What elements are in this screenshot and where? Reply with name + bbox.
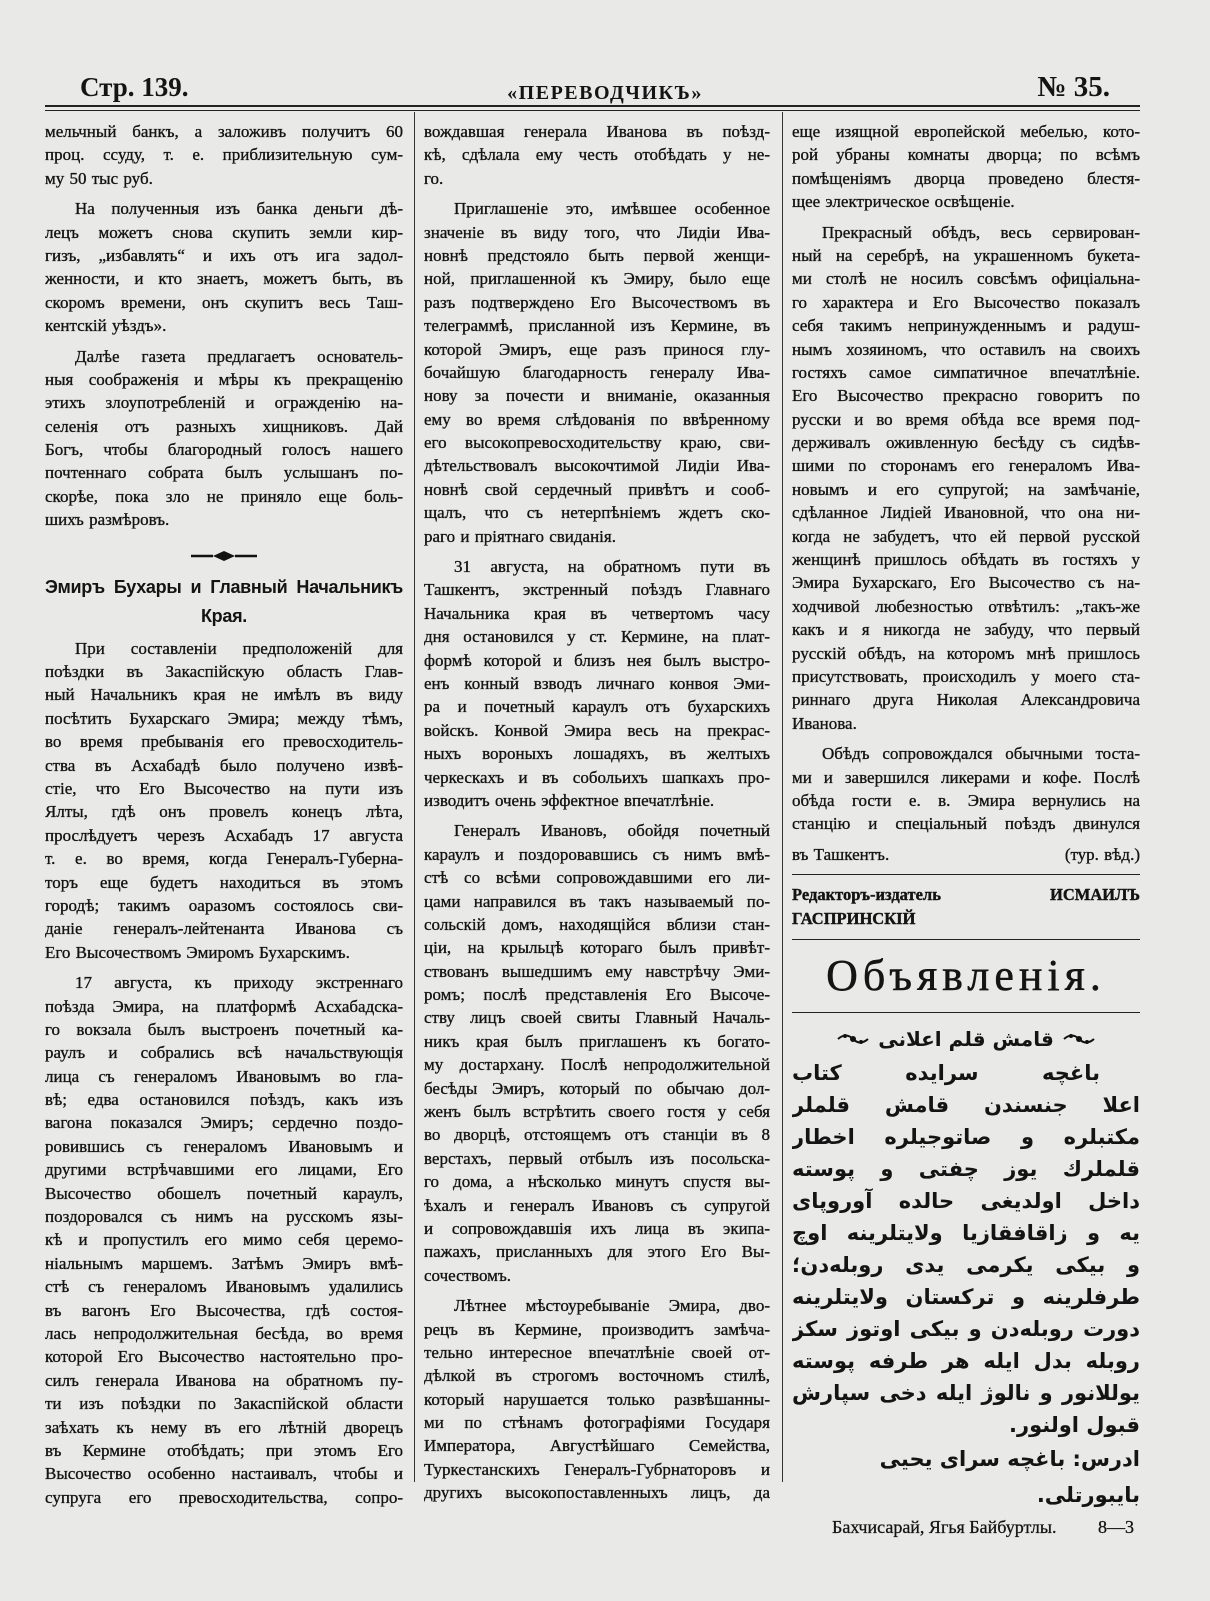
text-line: себя такимъ непринужденнымъ и радуш- [792, 316, 1140, 336]
floral-ornament-icon [1062, 1030, 1096, 1048]
page-number: Стр. 139. [80, 72, 189, 102]
ad-text-line: و بيكى يكرمى يدى روبله‌دن؛ [792, 1253, 1140, 1278]
text-line: во дворцѣ, отстоящемъ отъ станціи въ 8 [424, 1125, 770, 1145]
text-line: женности, и кто знаетъ, можетъ быть, въ [45, 269, 403, 289]
text-line: ромъ; послѣ представленія Его Высоче- [424, 985, 770, 1005]
text-line: кентскій уѣздъ». [45, 316, 167, 336]
text-line: селенія отъ разныхъ хищниковъ. Дай [45, 416, 403, 436]
text-line: караулъ и поздоровавшись съ нимъ вмѣ- [424, 844, 770, 864]
editor-publisher-line: Редакторъ-издатель ИСМАИЛЪ ГАСПРИНСКІЙ [792, 885, 1140, 929]
text-line: верстахъ, первый отбылъ изъ посольска- [424, 1148, 770, 1168]
header-rule-bottom [45, 110, 1140, 111]
text-line: сочествомъ. [424, 1265, 511, 1285]
text-line: мельчный банкъ, а заложивъ получитъ 60 [45, 122, 403, 141]
ad-address: ادرس: باغچه سراى يحيى بايبورتلى. [879, 1447, 1140, 1508]
text-line: помѣщеніямъ дворца проведено блестя- [792, 168, 1140, 188]
ad-title [792, 1021, 1140, 1057]
ad-text-line: باغچه سرايده كتاب [792, 1061, 1100, 1086]
text-line: скорѣе, пока зло не приняло еще боль- [45, 486, 403, 506]
text-line: Его Высочество прекрасно говоритъ по [792, 386, 1140, 406]
section-ornament [45, 539, 403, 573]
text-line: посѣтить Бухарскаго Эмира; между тѣмъ, [45, 708, 403, 728]
text-line: ства въ Асхабадѣ было получено извѣ- [45, 755, 403, 775]
floral-ornament-icon [836, 1030, 870, 1048]
text-line: му 50 тыс руб. [45, 168, 153, 188]
text-line: Лѣтнее мѣстоуребываніе Эмира, дво- [454, 1296, 770, 1316]
text-line: шими по сторонамъ его генераломъ Ива- [792, 456, 1140, 476]
text-line: Его Высочествомъ Эмиромъ Бухарскимъ. [45, 942, 350, 962]
text-line: другими встрѣчавшими его лицами, Его [45, 1160, 403, 1180]
text-line: даніе генералъ-лейтенанта Иванова съ [45, 919, 403, 939]
ad-text-line: قلملرك يوز چفتى و پوسته [792, 1157, 1140, 1182]
text-line: ніальнымъ маршемъ. Затѣмъ Эмиръ вмѣ- [45, 1253, 403, 1273]
source-attribution: (тур. вѣд.) [1064, 844, 1140, 864]
text-line: изводитъ очень эффектное впечатлѣніе. [424, 790, 715, 810]
ad-footer-name: Бахчисарай, Ягья Байбуртлы. [832, 1517, 1057, 1538]
text-line: ной, приглашенной къ Эмиру, было еще [424, 269, 770, 289]
text-line: Приглашеніе это, имѣвшее особенное [454, 199, 770, 219]
text-line: новнѣ свой сердечный привѣтъ и сооб- [424, 479, 770, 499]
text-line: ныхъ вороныхъ лошадяхъ, въ желтыхъ [424, 744, 770, 764]
text-line: женщинѣ пришлось обѣдать въ гостяхъ у [792, 550, 1140, 570]
text-line: торъ еще будетъ находиться въ этомъ [45, 872, 403, 892]
text-line: силъ генерала Иванова на обратномъ пу- [45, 1370, 403, 1390]
text-line: дня остановился у ст. Кермине, на плат- [424, 627, 770, 647]
text-line: который нарушается только развѣшанны- [424, 1389, 770, 1409]
text-line: ныя соображенія и мѣры къ прекращенію [45, 369, 403, 389]
text-line: го. [424, 168, 444, 188]
column-divider [782, 112, 783, 1482]
text-line: Богъ, чтобы благородный голосъ нашего [45, 440, 403, 460]
paragraph [792, 120, 1140, 214]
text-line: ми столѣ не носилъ совсѣмъ офиціальна- [792, 269, 1140, 289]
text-line: тельно интересное впечатлѣніе своей от- [424, 1342, 770, 1362]
text-line: Далѣе газета предлагаетъ основатель- [75, 346, 403, 366]
text-line: гостяхъ самое симпатичное впечатлѣніе. [792, 362, 1140, 382]
text-line: ный Начальникъ края не имѣлъ въ виду [45, 685, 403, 705]
text-line: ровившись съ генераломъ Ивановымъ и [45, 1136, 403, 1156]
text-line: новымъ и его супругой; на замѣчаніе, [792, 479, 1140, 499]
paragraph [424, 819, 770, 1287]
heading-line: Края. [201, 605, 247, 626]
text-line: Туркестанскихъ Генералъ-Губрнаторовъ и [424, 1459, 770, 1479]
text-line: въ вагонъ Его Высочества, гдѣ состоя- [45, 1300, 403, 1320]
text-line: рой убраны комнаты дворца; по всѣмъ [792, 145, 1140, 165]
text-line: ми и завершился ликерами и кофе. Послѣ [792, 767, 1140, 787]
paragraph [45, 971, 403, 1509]
column-1 [45, 120, 403, 1516]
text-line: риннаго друга Николая Александровича [792, 690, 1140, 710]
text-line: цами направился въ такъ называемый по- [424, 891, 770, 911]
text-line: 17 августа, къ приходу экстреннаго [75, 973, 403, 993]
text-line: Генералъ Ивановъ, обойдя почетный [454, 821, 770, 841]
text-line: поѣзда Эмира, на платформѣ Асхабадска- [45, 996, 403, 1016]
paragraph [424, 120, 770, 190]
text-line: кѣ и пропустилъ его мимо себя церемо- [45, 1230, 403, 1250]
ad-footer-code: 8—3 [1098, 1517, 1134, 1538]
text-line: ѣхалъ и генералъ Ивановъ съ супругой [424, 1195, 770, 1215]
text-line: Иванова. [792, 713, 857, 733]
column-3 [792, 120, 1140, 1541]
text-line: въ Ташкентъ. [792, 844, 890, 864]
ad-text-line: يوللانور و نالوژ ايله دخى سپارش [792, 1381, 1140, 1406]
text-line: никъ края былъ приглашенъ къ богато- [424, 1031, 770, 1051]
text-line: Высочество особенно настаивалъ, чтобы и [45, 1464, 403, 1484]
text-line: ходчивой любезностью отвѣтилъ: „такъ-же [792, 596, 1140, 616]
text-line: бесѣды Эмиръ, который по обычаю дол- [424, 1078, 770, 1098]
text-line: лась непродолжительная бесѣда, во время [45, 1323, 403, 1343]
text-line: стіе, что Его Высочество на пути изъ [45, 778, 403, 798]
text-line: супруга его превосходительства, сопро- [45, 1487, 403, 1507]
text-line: еще изящной европейской мебелью, кото- [792, 122, 1140, 141]
ad-text-line: روبله بدل ايله هر طرفه پوسته [792, 1349, 1140, 1374]
text-line: дѣтельствовалъ высокочтимой Лидіи Ива- [424, 456, 770, 476]
paragraph [45, 345, 403, 532]
paragraph [45, 197, 403, 337]
text-line: значеніе въ виду того, что Лидіи Ива- [424, 222, 770, 242]
text-line: Ялты, гдѣ онъ провелъ конецъ лѣта, [45, 802, 403, 822]
text-line: ціи, на крыльцѣ котораго былъ привѣт- [424, 938, 770, 958]
column-2 [424, 120, 770, 1512]
text-line: его высокопревосходительству краю, сви- [424, 433, 770, 453]
text-line: При составленіи предположеній для [75, 638, 403, 658]
text-line: новнѣ предстояло быть первой женщи- [424, 245, 770, 265]
text-line: вождавшая генерала Иванова въ поѣзд- [424, 122, 770, 141]
text-line: шихъ размѣровъ. [45, 510, 170, 530]
text-line: ми по стѣнамъ фотографіями Государя [424, 1413, 770, 1433]
text-line: во время пребыванія его превосходитель- [45, 732, 403, 752]
text-line: 31 августа, на обратномъ пути въ [454, 557, 770, 577]
text-line: кѣ, сдѣлала ему честь отобѣдать у не- [424, 145, 770, 165]
heading-line: Эмиръ Бухары и Главный Начальникъ [45, 576, 403, 597]
text-line: бочайшую благодарность генералу Ива- [424, 362, 770, 382]
ad-text-line: داخل اولديغى حالده آوروپاى [792, 1189, 1140, 1214]
text-line: ствованъ вышедшимъ ему навстрѣчу Эми- [424, 961, 770, 981]
text-line: стѣ съ генераломъ Ивановымъ удалились [45, 1277, 403, 1297]
text-line: какъ и я никогда не забуду, что первый [792, 620, 1140, 640]
ad-text-line: مكتبلره و صاتوجيلره اخطار [792, 1125, 1140, 1150]
text-line: Императора, Августѣйшаго Семейства, [424, 1436, 770, 1456]
text-line: сольскій домъ, находящійся вблизи стан- [424, 914, 770, 934]
text-line: Ташкентъ, экстренный поѣздъ Главнаго [424, 580, 770, 600]
text-line: русскій обѣдъ, на которомъ мнѣ пришлось [792, 643, 1140, 663]
text-line: Прекрасный обѣдъ, весь сервирован- [822, 222, 1140, 242]
text-line: вѣ; едва остановился поѣздъ, какъ изъ [45, 1090, 403, 1110]
text-line: поздоровался съ нимъ на русскомъ язы- [45, 1207, 403, 1227]
advertisements-heading: Объявленія. [826, 951, 1106, 1001]
text-line: му достархану. Послѣ непродолжительной [424, 1055, 770, 1075]
closing-line [792, 843, 1140, 866]
text-line: присутствовать, происходилъ у моего ста- [792, 666, 1140, 686]
text-line: женъ былъ встрѣтить своего гостя у себя [424, 1102, 770, 1122]
ad-text-line: يه و زاقافقازيا ولايتلرينه اوچ [792, 1221, 1140, 1246]
paragraph [45, 637, 403, 964]
text-line: лецъ можетъ снова скупить земли кир- [45, 222, 403, 242]
divider [792, 939, 1140, 940]
text-line: когда не забудетъ, что ей первой русской [792, 526, 1140, 546]
text-line: сдѣланное Лидіей Ивановной, что она ни- [792, 503, 1140, 523]
text-line: поѣздки въ Закаспійскую область Глав- [45, 662, 403, 682]
text-line: которой Эмиръ, еще разъ принося глу- [424, 339, 770, 359]
text-line: дѣлкой въ строгомъ восточномъ стилѣ, [424, 1366, 770, 1386]
text-line: лица съ генераломъ Ивановымъ во гла- [45, 1066, 403, 1086]
text-line: го характера и Его Высочество показалъ [792, 292, 1140, 312]
text-line: которой Его Высочество настоятельно про- [45, 1347, 403, 1367]
column-divider [414, 112, 415, 1482]
text-line: другихъ высокопоставленныхъ лицъ, да [424, 1483, 770, 1503]
paragraph [424, 555, 770, 812]
text-line: раулъ и собрались всѣ начальствующія [45, 1043, 403, 1063]
text-line: ти изъ поѣздки по Закаспійской области [45, 1394, 403, 1414]
divider [792, 1012, 1140, 1013]
text-line: т. е. во время, когда Генералъ-Губерна- [45, 849, 403, 869]
ad-title-text: قامش قلم اعلانی [878, 1027, 1054, 1052]
text-line: телеграммѣ, присланной изъ Кермине, въ [424, 316, 770, 336]
text-line: войскъ. Конвой Эмира весь на прекрас- [424, 720, 770, 740]
text-line: енъ конный взводъ личнаго конвоя Эми- [424, 673, 770, 693]
text-line: ра и почетный караулъ отъ бухарскихъ [424, 697, 770, 717]
text-line: Обѣдъ сопровождался обычными тоста- [822, 744, 1140, 764]
paragraph [45, 120, 403, 190]
text-line: ему во время слѣдованія по ввѣренному [424, 409, 770, 429]
text-line: го дома, а нѣсколько минутъ спустя вы- [424, 1172, 770, 1192]
ad-text-line: دورت روبله‌دن و بيكى اوتوز سكز [792, 1317, 1140, 1342]
text-line: щалъ, что съ нетерпѣніемъ ждетъ ско- [424, 503, 770, 523]
text-line: въ Кермине отобѣдать; при этомъ Его [45, 1440, 403, 1460]
text-line: На полученныя изъ банка деньги дѣ- [75, 199, 403, 219]
paragraph [424, 1294, 770, 1505]
text-line: Эмира Бухарскаго, Его Высочество съ на- [792, 573, 1140, 593]
text-line: русски и во время обѣда все время под- [792, 409, 1140, 429]
ad-text-line: طرفلرينه و تركستان ولايتلرينه [792, 1285, 1140, 1310]
text-line: пажахъ, присланныхъ для этого Его Вы- [424, 1242, 770, 1262]
paragraph [792, 221, 1140, 736]
text-line: черкескахъ и въ собольихъ шапкахъ про- [424, 767, 770, 787]
text-line: нымъ хозяиномъ, что оставилъ на своихъ [792, 339, 1140, 359]
issue-number: № 35. [1037, 71, 1110, 103]
ad-text-line: قبول اولنور. [1009, 1413, 1140, 1438]
header-rule-top [45, 105, 1140, 107]
paragraph [792, 742, 1140, 836]
text-line: разъ подтверждено Его Высочествомъ въ [424, 292, 770, 312]
text-line: Начальника края въ четвертомъ часу [424, 603, 770, 623]
diamond-dash-ornament-icon [189, 549, 259, 563]
text-line: прослѣдуетъ черезъ Асхабадъ 17 августа [45, 825, 403, 845]
text-line: раго и пріятнаго свиданія. [424, 526, 616, 546]
text-line: рецъ въ Кермине, производитъ замѣча- [424, 1319, 770, 1339]
text-line: ству лицъ своей свиты Главный Началь- [424, 1008, 770, 1028]
paragraph [424, 197, 770, 548]
text-line: вагона показался Эмиръ; сердечно поздо- [45, 1113, 403, 1133]
text-line: го вокзала былъ выстроенъ почетный ка- [45, 1019, 403, 1039]
text-line: проц. ссуду, т. е. приблизительную сум- [45, 145, 403, 165]
text-line: и сопровождавшія ихъ лица въ экипа- [424, 1218, 770, 1238]
newspaper-title: «ПЕРЕВОДЧИКЪ» [507, 82, 703, 104]
text-line: формѣ которой и близъ нея былъ выстро- [424, 650, 770, 670]
text-line: Высочество обошелъ почетный караулъ, [45, 1183, 403, 1203]
article-heading [45, 573, 403, 631]
text-line: ный на серебрѣ, на украшенномъ букета- [792, 245, 1140, 265]
text-line: обѣда гости е. в. Эмира вернулись на [792, 790, 1140, 810]
text-line: держивалъ оживленную бесѣду съ сидѣв- [792, 433, 1140, 453]
text-line: городѣ; такимъ оаразомъ состоялось сви- [45, 895, 403, 915]
ad-text-line: اعلا جنسندن قامش قلملر [792, 1093, 1140, 1118]
text-line: почтеннаго собрата былъ услышанъ по- [45, 463, 403, 483]
ad-footer [792, 1513, 1140, 1541]
text-line: заѣхать къ нему въ его лѣтній дворецъ [45, 1417, 403, 1437]
divider [792, 874, 1140, 875]
text-line: станцію и спеціальный поѣздъ двинулся [792, 814, 1140, 834]
text-line: нову за почести и вниманіе, оказанныя [424, 386, 770, 406]
text-line: скоромъ времени, онъ скупитъ весь Таш- [45, 292, 403, 312]
text-line: щее электрическое освѣщеніе. [792, 192, 1015, 212]
text-line: гизъ, „избавлять“ и ихъ отъ ига задол- [45, 245, 403, 265]
text-line: стѣ со всѣми сопровождавшими его ли- [424, 868, 770, 888]
text-line: этихъ злоупотребленій и огражденію на- [45, 393, 403, 413]
